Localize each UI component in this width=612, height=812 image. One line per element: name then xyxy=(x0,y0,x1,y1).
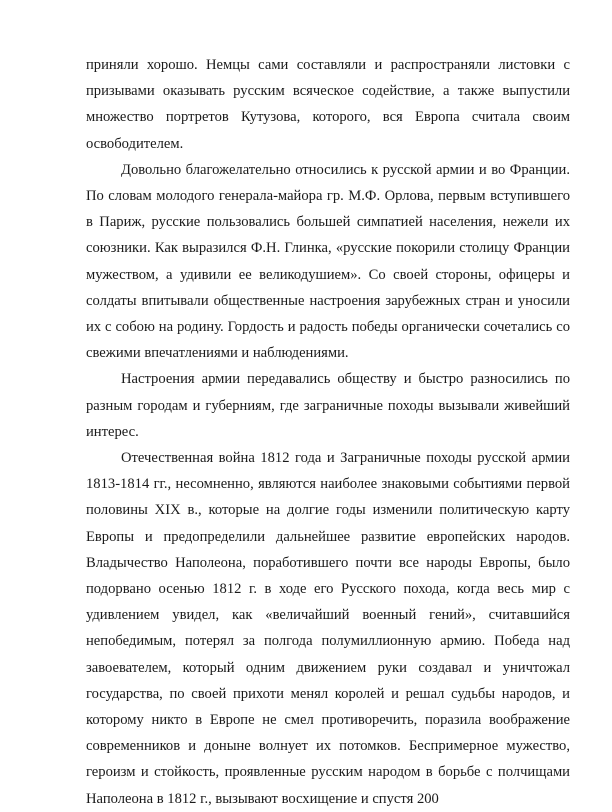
document-page xyxy=(86,52,570,812)
paragraph-2: Довольно благожелательно относились к русской армии и во Франции. По словам молодого генерала-майора гр. М.Ф. Орлова, первым вступившего в Париж, русские пользовались большей симпатией населения, нежели их союзники. Как выразился Ф.Н. Глинка, «русские покорили столицу Франции мужеством, а удивили ее великодушием». Со своей стороны, офицеры и солдаты впитывали общественные настроения зарубежных стран и уносили их с собою на родину. Гордость и радость победы органически сочетались со свежими впечатлениями и наблюдениями. xyxy=(86,161,570,362)
paragraph-3: Настроения армии передавались обществу и быстро разносились по разным городам и губерниям, где заграничные походы вызывали живейший интерес. xyxy=(86,371,570,440)
paragraph-1: приняли хорошо. Немцы сами составляли и распространяли листовки с призывами оказывать русским всяческое содействие, а также выпустили множество портретов Кутузова, которого, вся Европа считала своим освободителем. xyxy=(86,57,570,152)
paragraph-4: Отечественная война 1812 года и Заграничные походы русской армии 1813-1814 гг., несомненно, являются наиболее знаковыми событиями первой половины XIX в., которые на долгие годы изменили политическую карту Европы и предопределили дальнейшее развитие европейских народов. Владычество Наполеона, поработившего почти все народы Европы, было подорвано осенью 1812 г. в ходе его Русского похода, когда весь мир с удивлением увидел, как «величайший военный гений», считавшийся непобедимым, потерял за полгода полумиллионную армию. Победа над завоевателем, который одним движением руки создавал и уничтожал государства, по своей прихоти менял королей и решал судьбы народов, и которому никто в Европе не смел противоречить, поразила воображение современников и доныне волнует их потомков. Беспримерное мужество, героизм и стойкость, проявленные русским народом в борьбе с полчищами Наполеона в 1812 г., вызывают восхищение и спустя 200 xyxy=(86,450,570,807)
